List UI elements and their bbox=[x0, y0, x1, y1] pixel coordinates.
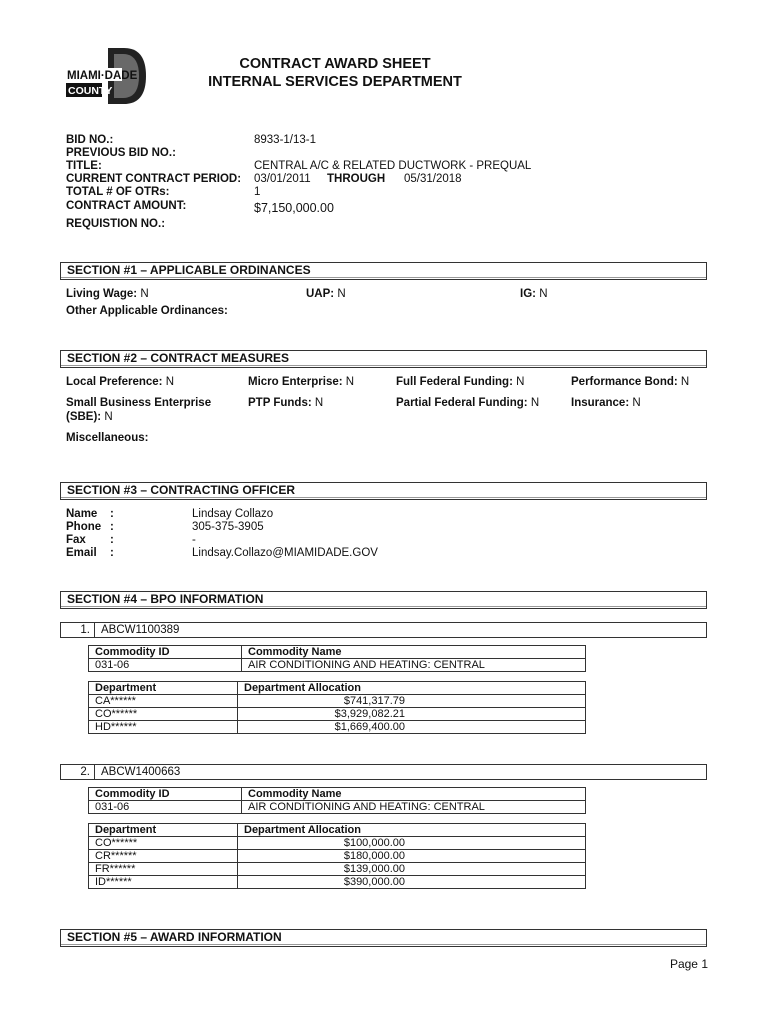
other-ordinances-label: Other Applicable Ordinances: bbox=[66, 305, 228, 317]
partial-federal-funding: Partial Federal Funding: N bbox=[396, 397, 540, 409]
period-end: 05/31/2018 bbox=[404, 173, 462, 185]
officer-phone: 305-375-3905 bbox=[192, 521, 264, 533]
department-header: Department bbox=[89, 682, 238, 695]
section-3-title: SECTION #3 – CONTRACTING OFFICER bbox=[67, 483, 296, 497]
uap: UAP: N bbox=[306, 288, 346, 300]
commodity-name: AIR CONDITIONING AND HEATING: CENTRAL bbox=[242, 801, 586, 814]
commodity-table bbox=[88, 645, 586, 672]
allocation-header: Department Allocation bbox=[238, 682, 586, 695]
page-title: CONTRACT AWARD SHEET bbox=[239, 56, 431, 72]
section-5-title: SECTION #5 – AWARD INFORMATION bbox=[67, 930, 282, 944]
officer-fax: - bbox=[192, 534, 196, 546]
bpo-number: 1. bbox=[61, 623, 95, 637]
living-wage: Living Wage: N bbox=[66, 288, 149, 300]
bpo-row bbox=[60, 764, 707, 780]
period-through: THROUGH bbox=[327, 173, 386, 185]
colon: : bbox=[110, 534, 114, 546]
table-row: CO****** $3,929,082.21 bbox=[89, 708, 586, 721]
officer-email-label: Email bbox=[66, 547, 97, 559]
miscellaneous-label: Miscellaneous: bbox=[66, 432, 149, 444]
section-1-header bbox=[60, 262, 707, 280]
table-row: ID****** $390,000.00 bbox=[89, 876, 586, 889]
commodity-id-header: Commodity ID bbox=[89, 788, 242, 801]
commodity-id: 031-06 bbox=[89, 659, 242, 672]
officer-name: Lindsay Collazo bbox=[192, 508, 274, 520]
previous-bid-label: PREVIOUS BID NO.: bbox=[66, 147, 176, 159]
commodity-table bbox=[88, 787, 586, 814]
table-row: CR****** $180,000.00 bbox=[89, 850, 586, 863]
title-label: TITLE: bbox=[66, 160, 102, 172]
bpo-number: 2. bbox=[61, 765, 95, 779]
ptp-funds: PTP Funds: N bbox=[248, 397, 324, 409]
full-federal-funding: Full Federal Funding: N bbox=[396, 376, 525, 388]
otrs-label: TOTAL # OF OTRs: bbox=[66, 186, 170, 198]
period-start: 03/01/2011 bbox=[254, 173, 311, 185]
table-row: CA****** $741,317.79 bbox=[89, 695, 586, 708]
section-3-header bbox=[60, 482, 707, 500]
department-header: Department bbox=[89, 824, 238, 837]
period-label: CURRENT CONTRACT PERIOD: bbox=[66, 173, 242, 185]
amount-value: $7,150,000.00 bbox=[254, 201, 334, 215]
sbe: (SBE): N bbox=[66, 411, 113, 423]
miami-dade-county-logo bbox=[66, 48, 146, 104]
commodity-id: 031-06 bbox=[89, 801, 242, 814]
officer-phone-label: Phone bbox=[66, 521, 102, 533]
officer-name-label: Name bbox=[66, 508, 98, 520]
local-preference: Local Preference: N bbox=[66, 376, 175, 388]
officer-fax-label: Fax bbox=[66, 534, 86, 546]
table-row: FR****** $139,000.00 bbox=[89, 863, 586, 876]
commodity-id-header: Commodity ID bbox=[89, 646, 242, 659]
sbe-label: Small Business Enterprise bbox=[66, 397, 212, 409]
bid-no-value: 8933-1/13-1 bbox=[254, 134, 317, 146]
title-value: CENTRAL A/C & RELATED DUCTWORK - PREQUAL bbox=[254, 160, 532, 172]
ig: IG: N bbox=[520, 288, 548, 300]
section-5-header bbox=[60, 929, 707, 947]
amount-label: CONTRACT AMOUNT: bbox=[66, 200, 187, 212]
allocation-table bbox=[88, 823, 586, 889]
page-subtitle: INTERNAL SERVICES DEPARTMENT bbox=[208, 74, 462, 90]
logo-text-line1: MIAMI·DADE bbox=[67, 70, 138, 82]
colon: : bbox=[110, 521, 114, 533]
bpo-code: ABCW1100389 bbox=[101, 624, 180, 636]
bid-no-label: BID NO.: bbox=[66, 134, 114, 146]
section-4-header bbox=[60, 591, 707, 609]
otrs-value: 1 bbox=[254, 186, 261, 198]
page-number: Page 1 bbox=[669, 957, 708, 971]
commodity-name: AIR CONDITIONING AND HEATING: CENTRAL bbox=[242, 659, 586, 672]
section-4-title: SECTION #4 – BPO INFORMATION bbox=[67, 592, 264, 606]
requisition-label: REQUISTION NO.: bbox=[66, 218, 166, 230]
bpo-row bbox=[60, 622, 707, 638]
micro-enterprise: Micro Enterprise: N bbox=[248, 376, 355, 388]
performance-bond: Performance Bond: N bbox=[571, 376, 690, 388]
bpo-code: ABCW1400663 bbox=[101, 766, 181, 778]
section-2-header bbox=[60, 350, 707, 368]
table-row: CO****** $100,000.00 bbox=[89, 837, 586, 850]
section-2-title: SECTION #2 – CONTRACT MEASURES bbox=[67, 351, 290, 365]
allocation-table bbox=[88, 681, 586, 734]
colon: : bbox=[110, 508, 114, 520]
commodity-name-header: Commodity Name bbox=[242, 788, 586, 801]
officer-email[interactable]: Lindsay.Collazo@MIAMIDADE.GOV bbox=[192, 547, 378, 559]
insurance: Insurance: N bbox=[571, 397, 641, 409]
section-1-title: SECTION #1 – APPLICABLE ORDINANCES bbox=[67, 263, 311, 277]
commodity-name-header: Commodity Name bbox=[242, 646, 586, 659]
allocation-header: Department Allocation bbox=[238, 824, 586, 837]
colon: : bbox=[110, 547, 114, 559]
logo-text-line2: COUNTY bbox=[68, 85, 113, 97]
table-row: HD****** $1,669,400.00 bbox=[89, 721, 586, 734]
